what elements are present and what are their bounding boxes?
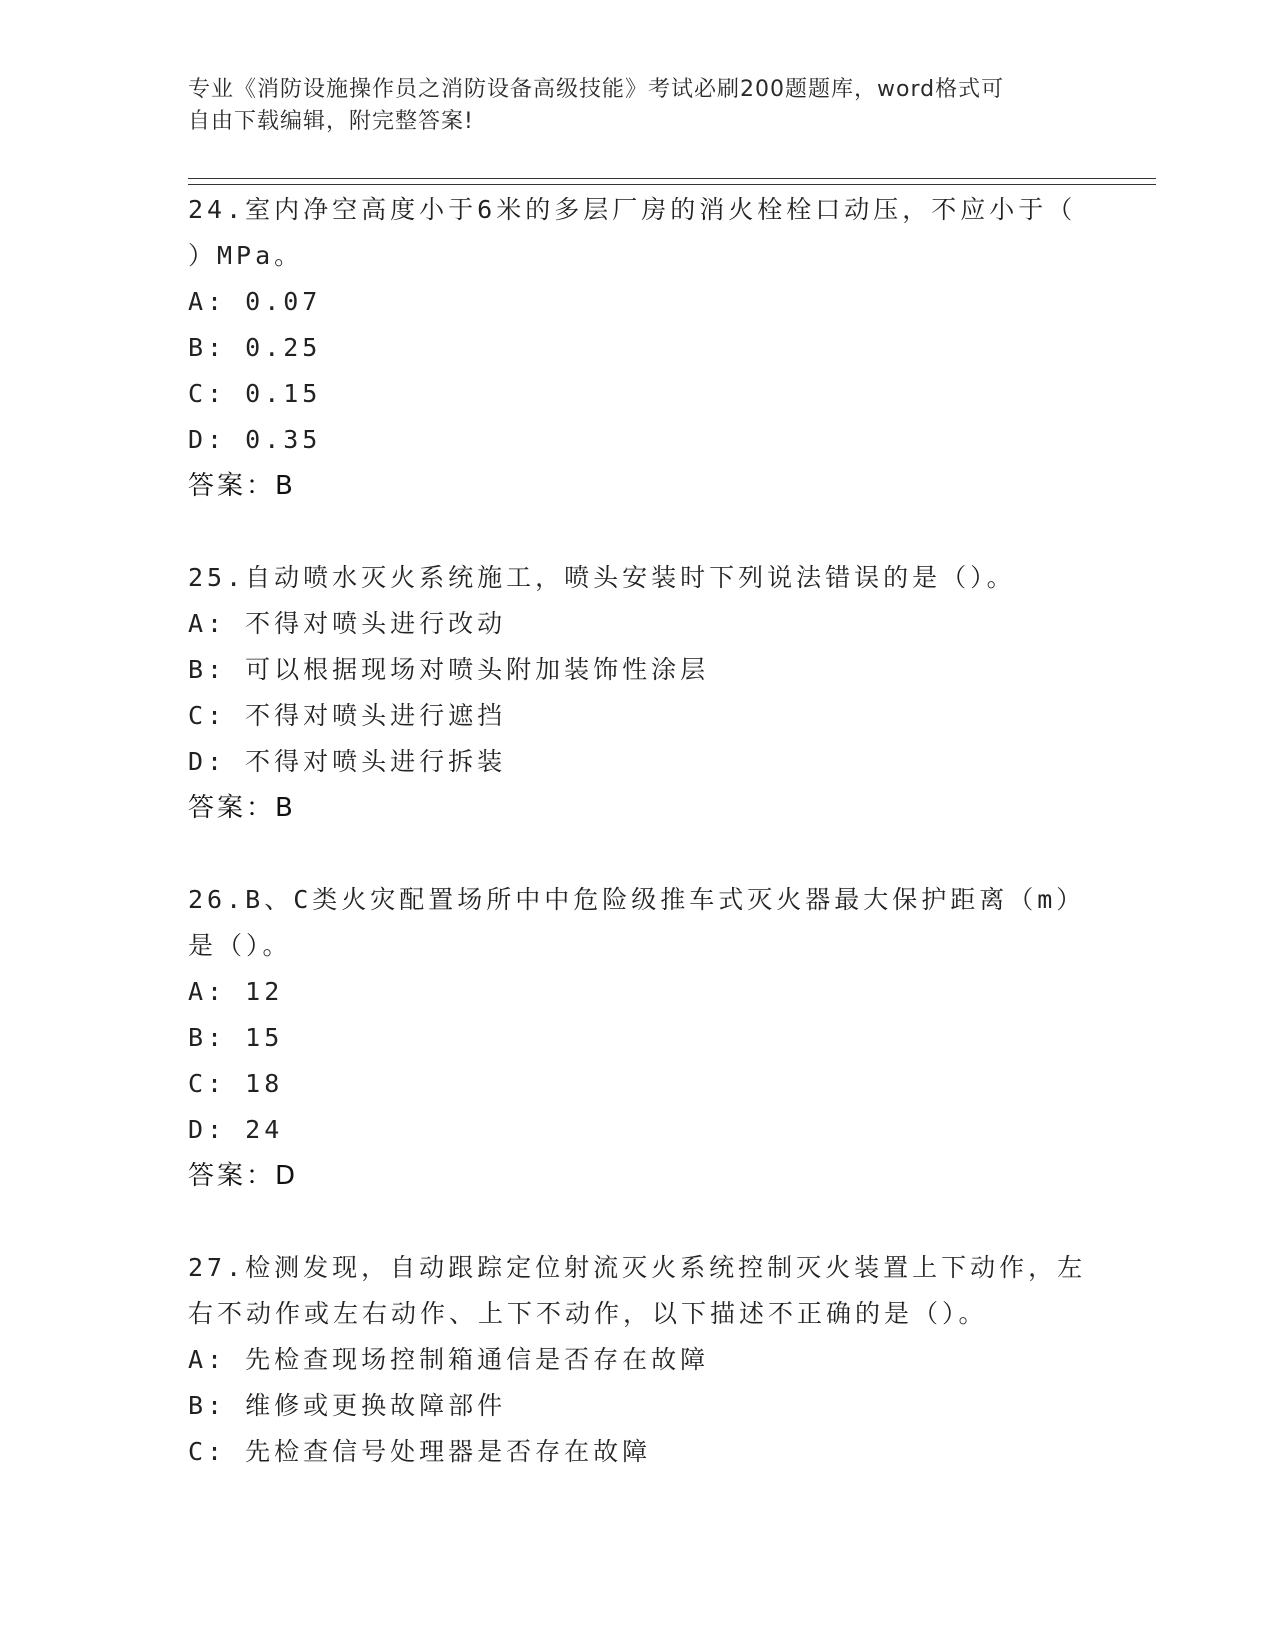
option-b: B: 15: [188, 1023, 284, 1052]
option-d: D: 0.35: [188, 425, 322, 454]
option-a: A: 12: [188, 977, 284, 1006]
answer: 答案：B: [188, 793, 296, 823]
option-b: B: 0.25: [188, 333, 322, 362]
answer: 答案：D: [188, 1161, 299, 1191]
header-rule-bottom: [188, 184, 1156, 185]
question-text-line: 25.自动喷水灭火系统施工，喷头安装时下列说法错误的是（）。: [188, 563, 1016, 592]
question-text-line: 右不动作或左右动作、上下不动作，以下描述不正确的是（）。: [188, 1299, 988, 1328]
question-27: [188, 1245, 1088, 1475]
option-c: C: 先检查信号处理器是否存在故障: [188, 1437, 652, 1466]
answer: 答案：B: [188, 471, 296, 501]
question-list: [188, 187, 1088, 1521]
question-25: [188, 555, 1088, 831]
header-rule-top: [188, 178, 1156, 179]
question-text-line: ）MPa。: [188, 241, 304, 270]
question-24: [188, 187, 1088, 509]
question-text-line: 26.B、C类火灾配置场所中中危险级推车式灭火器最大保护距离（m）: [188, 885, 1086, 914]
option-c: C: 0.15: [188, 379, 322, 408]
option-a: A: 0.07: [188, 287, 322, 316]
header-line-2: 自由下载编辑，附完整答案!: [188, 109, 474, 134]
option-c: C: 不得对喷头进行遮挡: [188, 701, 507, 730]
option-b: B: 可以根据现场对喷头附加装饰性涂层: [188, 655, 710, 684]
question-26: [188, 877, 1088, 1199]
option-d: D: 24: [188, 1115, 284, 1144]
question-text-line: 24.室内净空高度小于6米的多层厂房的消火栓栓口动压，不应小于（: [188, 195, 1077, 224]
document-header: [188, 74, 1088, 138]
option-d: D: 不得对喷头进行拆装: [188, 747, 507, 776]
option-c: C: 18: [188, 1069, 284, 1098]
header-line-1: 专业《消防设施操作员之消防设备高级技能》考试必刷200题题库，word格式可: [188, 77, 1005, 102]
option-a: A: 不得对喷头进行改动: [188, 609, 507, 638]
question-text-line: 27.检测发现，自动跟踪定位射流灭火系统控制灭火装置上下动作，左: [188, 1253, 1087, 1282]
option-a: A: 先检查现场控制箱通信是否存在故障: [188, 1345, 710, 1374]
option-b: B: 维修或更换故障部件: [188, 1391, 507, 1420]
question-text-line: 是（）。: [188, 931, 292, 960]
